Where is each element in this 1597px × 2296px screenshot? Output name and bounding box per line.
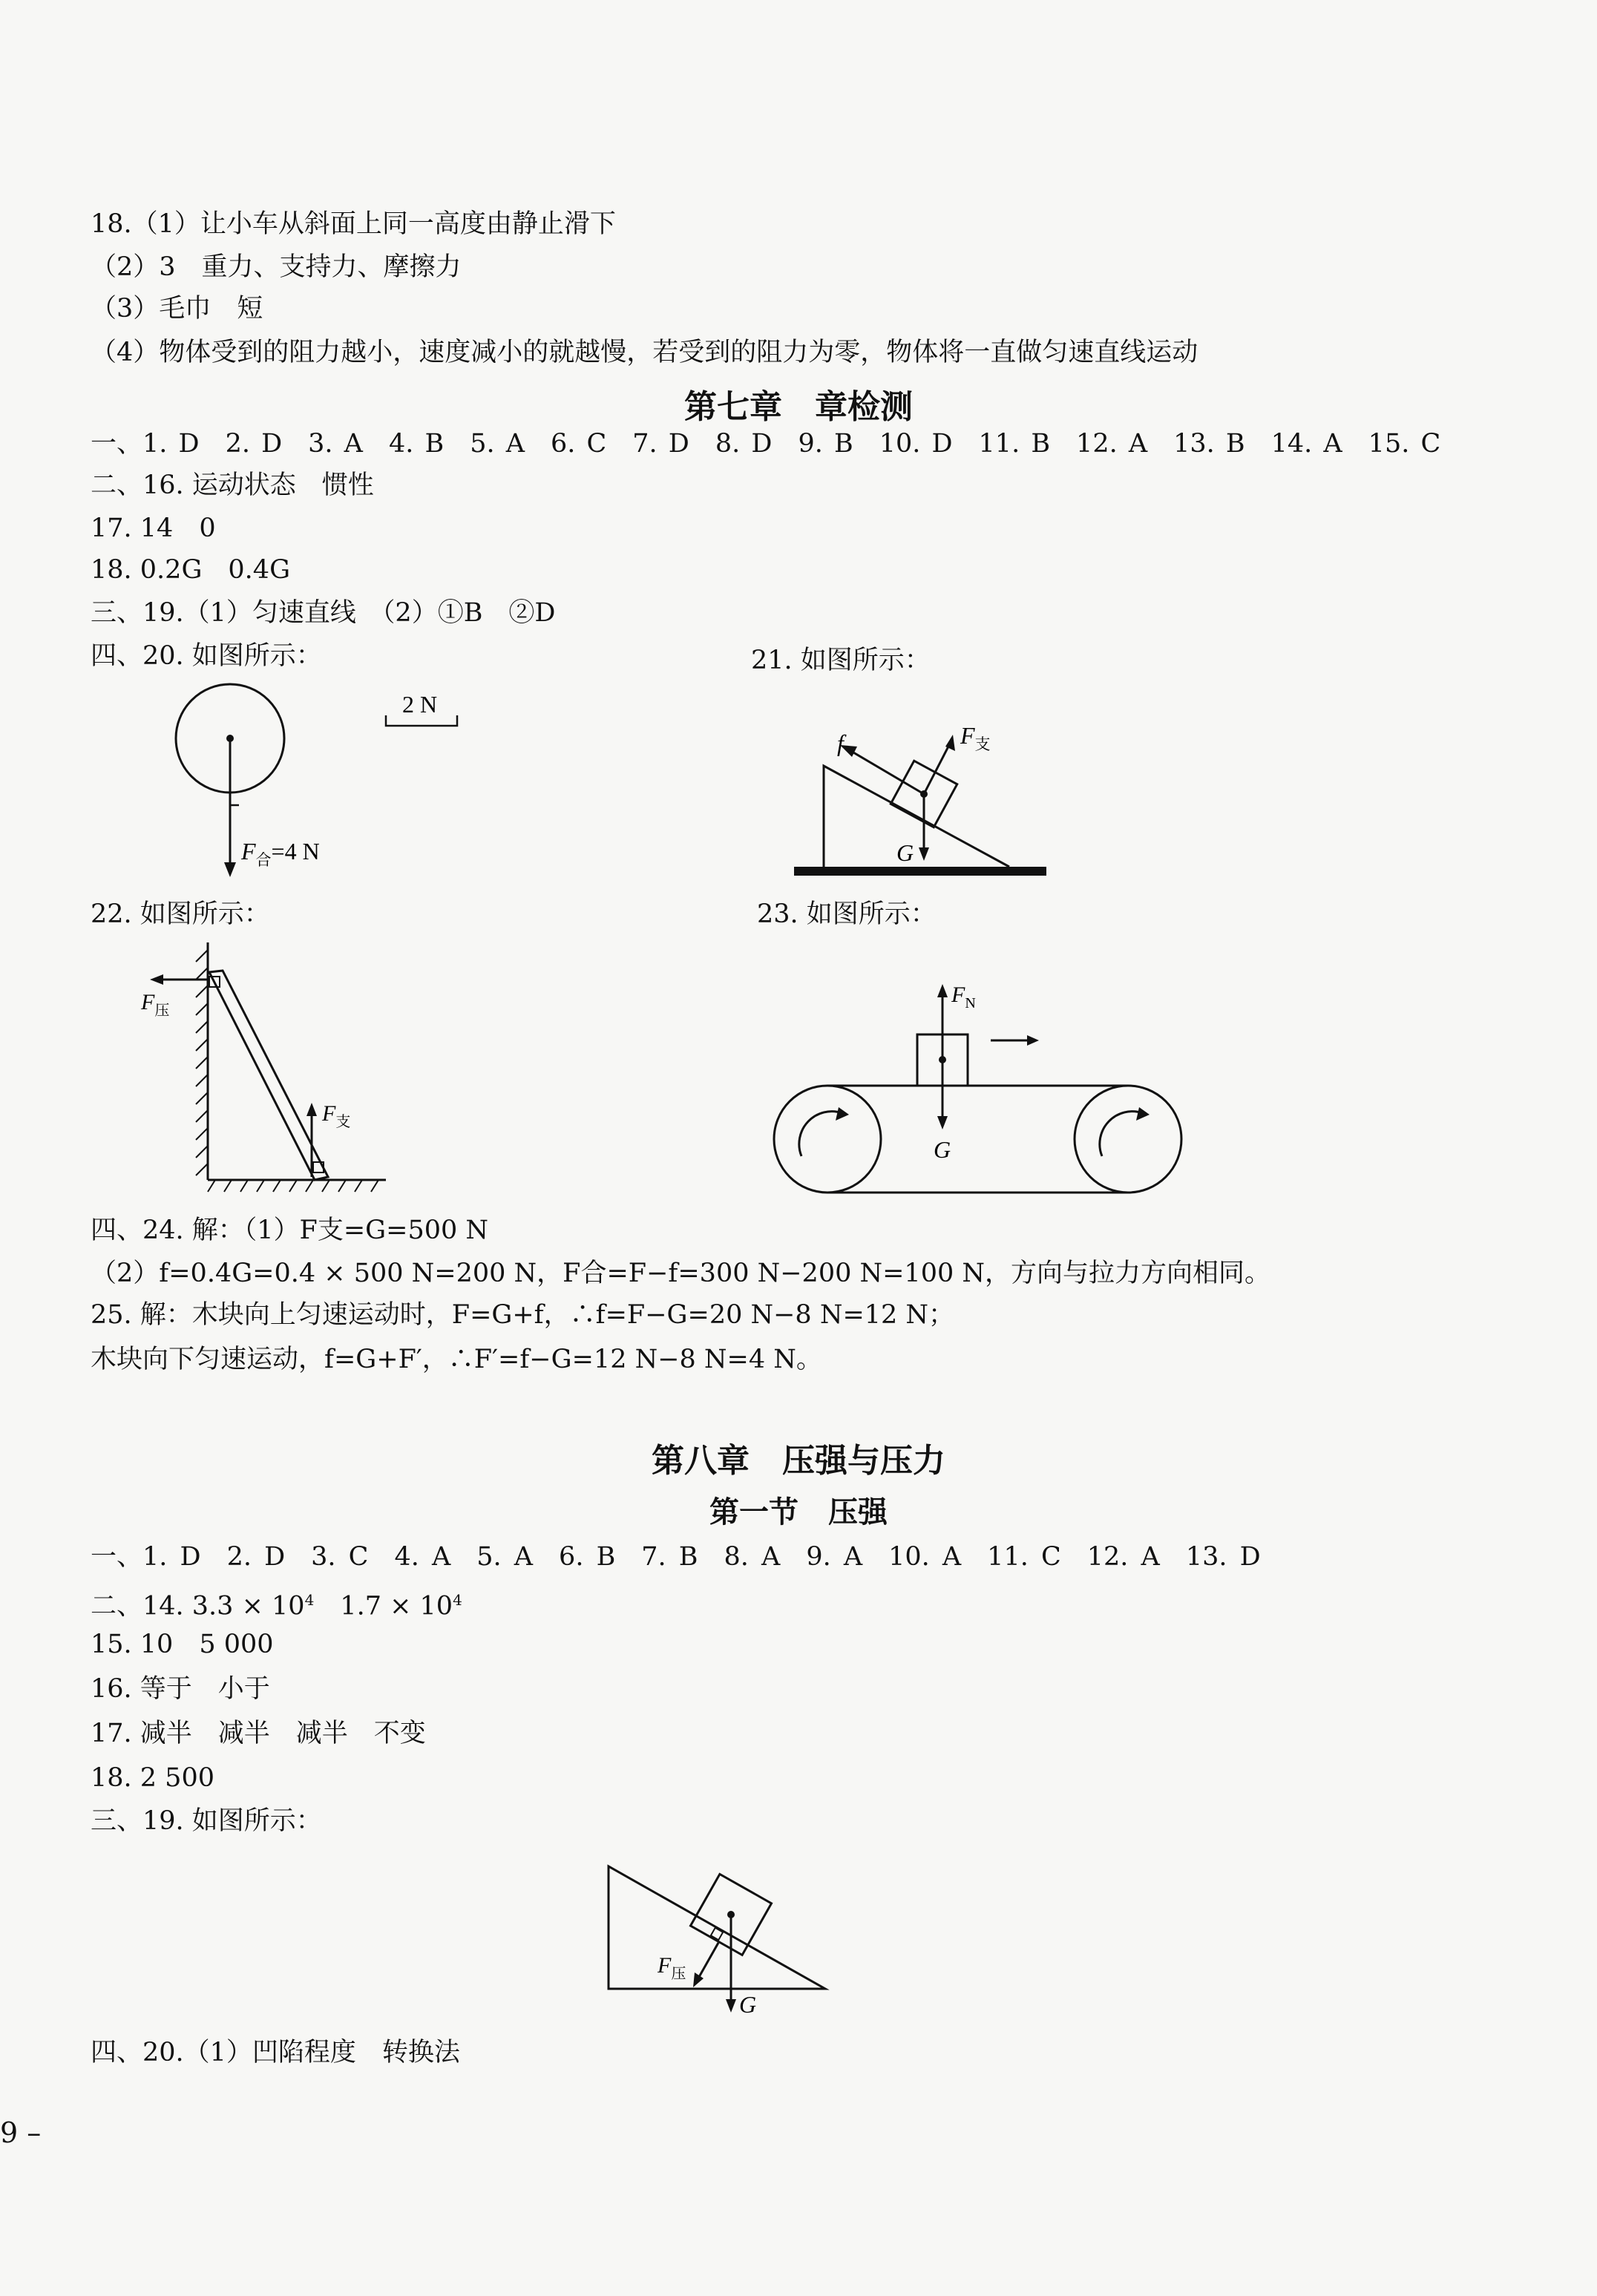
figure-20 [163, 675, 475, 890]
right-pulley [1075, 1086, 1181, 1193]
gravity-label: G [934, 1136, 951, 1163]
pressure-force-label: $F_压$ [658, 1953, 686, 1982]
page-number: 9 – [0, 2116, 42, 2149]
left-pulley [774, 1086, 881, 1193]
answer-18-4: （4）物体受到的阻力越小，速度减小的就越慢，若受到的阻力为零，物体将一直做匀速直线运动 [91, 338, 1198, 367]
answer-18-1: 18.（1）让小车从斜面上同一高度由静止滑下 [91, 209, 616, 239]
chapter8-answer-14: 二、14. $3.3 \times 10^4$ $1.7 \times 10^4$ [91, 1591, 462, 1621]
pressure-force-arrow [699, 1943, 718, 1977]
chapter7-answer-20: 四、20. 如图所示： [91, 641, 322, 671]
chapter8-answer-15: 15. 10 5 000 [91, 1630, 274, 1659]
chapter8-answer-16: 16. 等于 小于 [91, 1674, 270, 1704]
resultant-force-label: $F_合=4$ N [241, 838, 320, 869]
chapter8-answer-19: 三、19. 如图所示： [91, 1806, 322, 1836]
pressure-force-label: $F_压$ [141, 990, 170, 1019]
chapter7-answer-19: 三、19.（1）匀速直线 （2）①B ②D [91, 598, 556, 628]
ground-surface [794, 867, 1046, 876]
chapter7-answer-16: 二、16. 运动状态 惯性 [91, 470, 374, 500]
chapter7-answer-21: 21. 如图所示： [751, 646, 931, 675]
chapter8-title: 第八章 压强与压力 [652, 1442, 945, 1480]
gravity-label: G [896, 839, 914, 866]
chapter7-answer-24-1: 四、24. 解：（1）F支=G=500 N [91, 1216, 489, 1245]
chapter7-answer-25-1: 25. 解：木块向上匀速运动时，F=G+f，∴f=F−G=20 N−8 N=12 N； [91, 1300, 955, 1330]
figure-23 [772, 972, 1187, 1210]
answer-18-2: （2）3 重力、支持力、摩擦力 [91, 252, 462, 282]
normal-force-label: $F_N$ [951, 983, 976, 1011]
chapter7-answer-23: 23. 如图所示： [757, 899, 937, 929]
figure-22 [134, 935, 401, 1210]
chapter7-answer-22: 22. 如图所示： [91, 899, 270, 929]
chapter7-title: 第七章 章检测 [684, 388, 913, 426]
chapter8-answer-17: 17. 减半 减半 减半 不变 [91, 1719, 426, 1748]
wedge [609, 1866, 825, 1989]
chapter7-answer-17: 17. 14 0 [91, 514, 216, 543]
chapter7-answer-18: 18. 0.2G 0.4G [91, 555, 291, 585]
support-force-label: $F_支$ [322, 1101, 351, 1130]
scale-label: 2 N [402, 691, 438, 718]
figure-19 [601, 1848, 839, 2026]
chapter8-answer-20: 四、20.（1）凹陷程度 转换法 [91, 2038, 460, 2067]
chapter8-multiple-choice: 一、1. D 2. D 3. C 4. A 5. A 6. B 7. B 8. A 9. A 10. A 11. C 12. A 13. D [91, 1542, 1261, 1572]
incline [824, 766, 1009, 867]
figure-21 [787, 712, 1061, 890]
chapter7-answer-25-2: 木块向下匀速运动，f=G+F′，∴F′=f−G=12 N−8 N=4 N。 [91, 1345, 822, 1374]
chapter7-answer-24-2: （2）f=0.4G=0.4 × 500 N=200 N，F合=F−f=300 N−200 N=100 N，方向与拉力方向相同。 [91, 1259, 1270, 1288]
ladder [209, 971, 328, 1180]
chapter8-answer-18: 18. 2 500 [91, 1763, 214, 1793]
chapter7-multiple-choice: 一、1. D 2. D 3. A 4. B 5. A 6. C 7. D 8. D 9. B 10. D 11. B 12. A 13. B 14. A 15. C [91, 429, 1441, 459]
support-label: $F_支$ [960, 722, 991, 753]
gravity-label: G [739, 1991, 757, 2018]
friction-label: f [837, 729, 844, 756]
chapter8-section-title: 第一节 压强 [709, 1495, 888, 1529]
answer-18-3: （3）毛巾 短 [91, 294, 263, 324]
arrow-head [224, 862, 236, 877]
